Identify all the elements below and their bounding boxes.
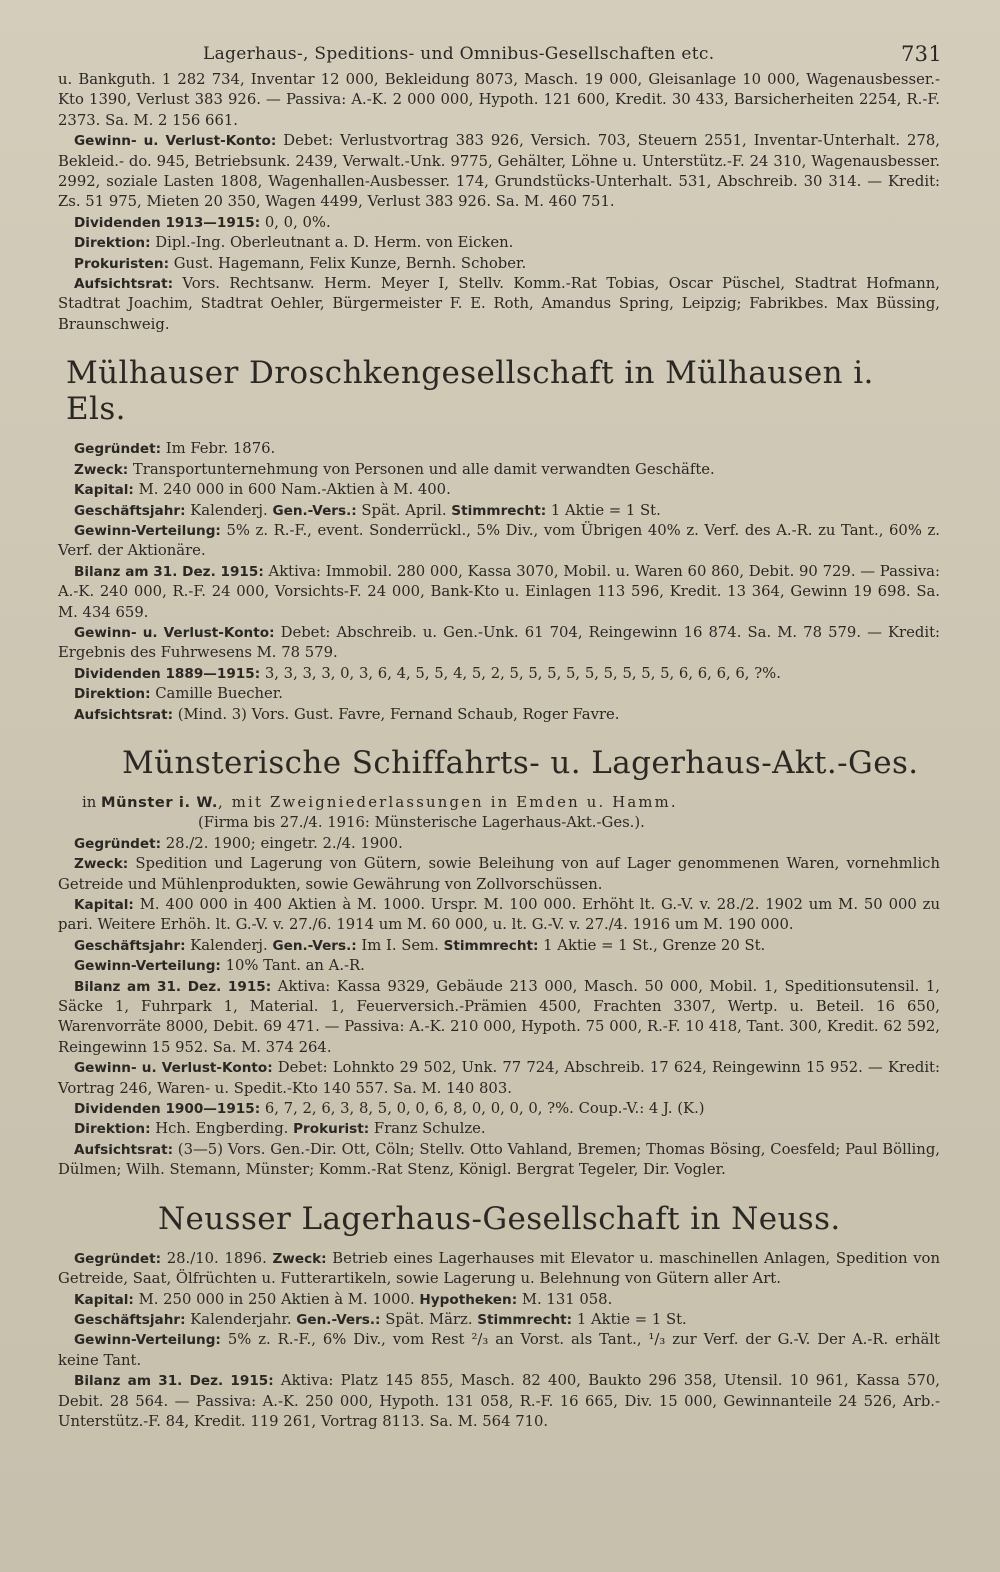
capital-entry	[58, 480, 940, 500]
entry-text: M. 250 000 in 250 Aktien à M. 1000.	[133, 1290, 420, 1308]
entry-text: Hch. Engberding.	[150, 1120, 294, 1138]
entry-key: Dividenden 1889—1915:	[74, 665, 261, 682]
founded-entry	[58, 834, 940, 854]
entry-key: Gegründet:	[74, 441, 162, 458]
dividends-entry	[58, 1099, 940, 1119]
entry-key: Zweck:	[74, 856, 129, 873]
entry-text: Transportunternehmung von Personen und alle damit verwandten Geschäfte.	[128, 460, 715, 478]
entry-text: Franz Schulze.	[369, 1120, 486, 1138]
entry-key: Gegründet:	[74, 1250, 162, 1267]
founded-purpose-entry	[58, 1249, 940, 1290]
entry-key: Zweck:	[74, 461, 129, 478]
profit-distribution-entry	[58, 521, 940, 562]
supervisory-board-entry	[58, 274, 940, 335]
location-city: Münster i. W.	[100, 793, 218, 811]
entry-key: Geschäftsjahr:	[74, 1311, 186, 1328]
entry-text: Debet: Verlustvortrag 383 926, Versich. 703, Steuern 2551, Inventar-Unterhalt. 278, Bekleid.- do. 945, Betriebsunk. 2439, Verwalt.-Unk. 9775, Gehälter, Löhne u. Unterstütz.-F. 24 310, Wagenausbesser. 2992, soziale Lasten 1808, Wagenhallen-Ausbesser. 174, Grundstücks-Unterhalt. 531, Abschreib. 30 314. — Kredit: Zs. 51 975, Mieten 20 350, Wagen 4499, Verlust 383 926. Sa. M. 460 751.	[58, 132, 940, 211]
entry-key: Direktion:	[74, 1121, 151, 1138]
balance-entry	[58, 1371, 940, 1432]
entry-text: Spät. April.	[356, 501, 452, 519]
entry-text: 1 Aktie = 1 St.	[546, 501, 661, 519]
entry-key: Bilanz am 31. Dez. 1915:	[74, 978, 272, 995]
entry-text: Debet: Lohnkto 29 502, Unk. 77 724, Abschreib. 17 624, Reingewinn 15 952. — Kredit: Vortrag 246, Waren- u. Spedit.-Kto 140 557. Sa. M. 140 803.	[58, 1059, 940, 1097]
profit-loss-entry	[58, 131, 940, 213]
entry-text: (3—5) Vors. Gen.-Dir. Ott, Cöln; Stellv. Otto Vahland, Bremen; Thomas Bösing, Coesfeld; Paul Bölling, Dülmen; Wilh. Stemann, Münster; Komm.-Rat Stenz, Königl. Bergrat Tegeler, Dir. Vogler.	[58, 1140, 940, 1179]
purpose-entry	[58, 854, 940, 895]
entry-key: Aufsichtsrat:	[74, 276, 173, 293]
supervisory-board-entry	[58, 1140, 940, 1181]
entry-key: Dividenden 1913—1915:	[74, 214, 261, 231]
entry-text: 0, 0, 0%.	[260, 213, 331, 231]
purpose-entry	[58, 460, 940, 480]
entry-text: M. 240 000 in 600 Nam.-Aktien à M. 400.	[133, 481, 451, 499]
founded-entry	[58, 439, 940, 459]
balance-continuation: u. Bankguth. 1 282 734, Inventar 12 000, Bekleidung 8073, Masch. 19 000, Gleisanlage 10 000, Wagenausbesser.-Kto 1390, Verlust 383 926. — Passiva: A.-K. 2 000 000, Hypoth. 121 600, Kredit. 30 433, Barsicherheiten 2254, R.-F. 2373. Sa. M. 2 156 661.	[58, 71, 940, 129]
entry-key: Stimmrecht:	[451, 502, 547, 519]
entry-text: Betrieb eines Lagerhauses mit Elevator u. maschinellen Anlagen, Spedition von Getreide, Saat, Ölfrüchten u. Futterartikeln, sowie Lagerung u. Belehnung von Gütern aller Art.	[58, 1249, 940, 1288]
entry-key: Gewinn-Verteilung:	[74, 958, 221, 975]
dividends-entry	[58, 213, 940, 233]
entry-key: Hypotheken:	[419, 1291, 518, 1308]
location-branches: , mit Zweigniederlassungen in Emden u. Hamm.	[218, 793, 678, 811]
entry-key: Gewinn- u. Verlust-Konto:	[74, 133, 277, 150]
fiscal-year-entry	[58, 1310, 940, 1330]
section-muelhauser	[58, 355, 940, 725]
former-name-line: (Firma bis 27./4. 1916: Münsterische Lagerhaus-Akt.-Ges.).	[198, 814, 645, 832]
entry-text: Im Febr. 1876.	[161, 440, 276, 458]
balance-entry	[58, 977, 940, 1059]
profit-loss-entry	[58, 623, 940, 664]
entry-key: Geschäftsjahr:	[74, 937, 186, 954]
entry-text: M. 400 000 in 400 Aktien à M. 1000. Urspr. M. 100 000. Erhöht lt. G.-V. v. 28./2. 1902 um M. 50 000 zu pari. Weitere Erhöh. lt. G.-V. v. 27./6. 1914 um M. 60 000, u. lt. G.-V. v. 27./4. 1916 um M. 190 000.	[58, 896, 940, 934]
entry-text: Gust. Hagemann, Felix Kunze, Bernh. Schober.	[169, 254, 527, 272]
entry-key: Gen.-Vers.:	[272, 937, 357, 954]
proxies-entry	[58, 254, 940, 274]
entry-key: Gewinn-Verteilung:	[74, 522, 221, 539]
entry-key: Direktion:	[74, 235, 151, 252]
entry-key: Zweck:	[272, 1250, 327, 1267]
direction-entry	[58, 684, 940, 704]
entry-text: 5% z. R.-F., event. Sonderrückl., 5% Div., vom Übrigen 40% z. Verf. des A.-R. zu Tant., 60% z. Verf. der Aktionäre.	[58, 521, 940, 560]
entry-key: Bilanz am 31. Dez. 1915:	[74, 1373, 274, 1390]
entry-text: 28./10. 1896.	[161, 1249, 273, 1267]
entry-text: 1 Aktie = 1 St.	[572, 1310, 687, 1328]
entry-text: Spät. März.	[380, 1310, 478, 1328]
section-continuation	[58, 70, 940, 335]
entry-text: 3, 3, 3, 3, 0, 3, 6, 4, 5, 5, 4, 5, 2, 5, 5, 5, 5, 5, 5, 5, 5, 5, 6, 6, 6, 6, ?%.	[260, 664, 781, 682]
entry-text: Vors. Rechtsanw. Herm. Meyer I, Stellv. Komm.-Rat Tobias, Oscar Püschel, Stadtrat Hofmann, Stadtrat Joachim, Stadtrat Oehler, Bürgermeister F. E. Roth, Amandus Spring, Leipzig; Fabrikbes. Max Büssing, Braunschweig.	[58, 275, 940, 333]
entry-text: Debet: Abschreib. u. Gen.-Unk. 61 704, Reingewinn 16 874. Sa. M. 78 579. — Kredit: Ergebnis des Fuhrwesens M. 78 579.	[58, 623, 940, 662]
entry-text: Kalenderj.	[185, 936, 273, 954]
entry-text: Camille Buecher.	[150, 685, 283, 703]
profit-distribution-entry	[58, 956, 940, 976]
capital-entry	[58, 895, 940, 936]
section-neusser	[58, 1201, 940, 1433]
entry-text: Im I. Sem.	[356, 936, 444, 954]
entry-key: Gewinn- u. Verlust-Konto:	[74, 624, 275, 641]
entry-text: 6, 7, 2, 6, 3, 8, 5, 0, 0, 6, 8, 0, 0, 0, 0, ?%. Coup.-V.: 4 J. (K.)	[260, 1100, 705, 1118]
entry-key: Prokurist:	[293, 1121, 370, 1138]
entry-text: Aktiva: Kassa 9329, Gebäude 213 000, Masch. 50 000, Mobil. 1, Speditionsutensil. 1, Säcke 1, Fuhrpark 1, Material. 1, Feuerversich.-Prämien 4500, Frachten 3307, Wertp. u. Beteil. 16 650, Warenvorräte 8000, Debit. 69 471. — Passiva: A.-K. 210 000, Hypoth. 75 000, R.-F. 10 418, Tant. 300, Kredit. 62 592, Reingewinn 15 952. Sa. M. 374 264.	[58, 977, 940, 1056]
entry-key: Kapital:	[74, 482, 134, 499]
company-heading: Neusser Lagerhaus-Gesellschaft in Neuss.	[158, 1200, 841, 1237]
entry-text: Aktiva: Immobil. 280 000, Kassa 3070, Mobil. u. Waren 60 860, Debit. 90 729. — Passiva: A.-K. 240 000, R.-F. 24 000, Vorsichts-F. 24 000, Bank-Kto u. Einlagen 113 596, Kredit. 13 364, Gewinn 19 698. Sa. M. 434 659.	[58, 562, 940, 621]
entry-key: Dividenden 1900—1915:	[74, 1101, 261, 1118]
entry-key: Geschäftsjahr:	[74, 502, 186, 519]
entry-key: Gen.-Vers.:	[272, 502, 357, 519]
balance-entry	[58, 562, 940, 623]
profit-loss-entry	[58, 1058, 940, 1099]
entry-key: Stimmrecht:	[443, 937, 539, 954]
entry-text: (Mind. 3) Vors. Gust. Favre, Fernand Schaub, Roger Favre.	[173, 705, 620, 723]
entry-text: M. 131 058.	[517, 1290, 613, 1308]
location-line	[58, 793, 940, 813]
entry-text: 1 Aktie = 1 St., Grenze 20 St.	[538, 936, 766, 954]
entry-key: Gen.-Vers.:	[296, 1311, 381, 1328]
running-title: Lagerhaus-, Speditions- und Omnibus-Gesellschaften etc.	[203, 44, 715, 64]
section-muensterische	[58, 745, 940, 1181]
entry-text: Dipl.-Ing. Oberleutnant a. D. Herm. von Eicken.	[150, 234, 514, 252]
entry-key: Direktion:	[74, 686, 151, 703]
running-header	[58, 36, 940, 70]
entry-key: Bilanz am 31. Dez. 1915:	[74, 563, 264, 580]
entry-text: Kalenderj.	[185, 501, 273, 519]
entry-text: Aktiva: Platz 145 855, Masch. 82 400, Baukto 296 358, Utensil. 10 961, Kassa 570, Debit. 28 564. — Passiva: A.-K. 250 000, Hypoth. 131 058, R.-F. 16 665, Div. 15 000, Gewinnanteile 24 526, Arb.-Unterstütz.-F. 84, Kredit. 119 261, Vortrag 8113. Sa. M. 564 710.	[58, 1372, 940, 1430]
entry-key: Stimmrecht:	[477, 1311, 573, 1328]
dividends-entry	[58, 664, 940, 684]
supervisory-board-entry	[58, 705, 940, 725]
fiscal-year-entry	[58, 501, 940, 521]
entry-text: Kalenderjahr.	[185, 1310, 297, 1328]
company-heading: Mülhauser Droschkengesellschaft in Mülhausen i. Els.	[66, 355, 874, 428]
entry-key: Gewinn- u. Verlust-Konto:	[74, 1060, 273, 1077]
entry-text: Spedition und Lagerung von Gütern, sowie Beleihung von auf Lager genommenen Waren, vornehmlich Getreide und Mühlenprodukten, sowie Gewährung von Zollvorschüssen.	[58, 855, 940, 893]
entry-key: Aufsichtsrat:	[74, 706, 173, 723]
entry-key: Kapital:	[74, 897, 134, 913]
entry-text: 28./2. 1900; eingetr. 2./4. 1900.	[161, 834, 403, 852]
page-number: 731	[901, 42, 942, 66]
entry-key: Gegründet:	[74, 835, 162, 852]
entry-key: Gewinn-Verteilung:	[74, 1332, 221, 1349]
entry-key: Prokuristen:	[74, 255, 170, 272]
entry-text: 10% Tant. an A.-R.	[220, 957, 365, 975]
fiscal-year-entry	[58, 936, 940, 956]
entry-key: Kapital:	[74, 1291, 134, 1308]
company-heading: Münsterische Schiffahrts- u. Lagerhaus-Akt.-Ges.	[122, 744, 919, 781]
direction-entry	[58, 233, 940, 253]
location-prefix: in	[82, 793, 101, 811]
direction-entry	[58, 1119, 940, 1139]
profit-distribution-entry	[58, 1330, 940, 1371]
capital-entry	[58, 1290, 940, 1310]
entry-key: Aufsichtsrat:	[74, 1141, 173, 1158]
entry-text: 5% z. R.-F., 6% Div., vom Rest ²/₃ an Vorst. als Tant., ¹/₃ zur Verf. der G.-V. Der A.-R. erhält keine Tant.	[58, 1331, 940, 1369]
